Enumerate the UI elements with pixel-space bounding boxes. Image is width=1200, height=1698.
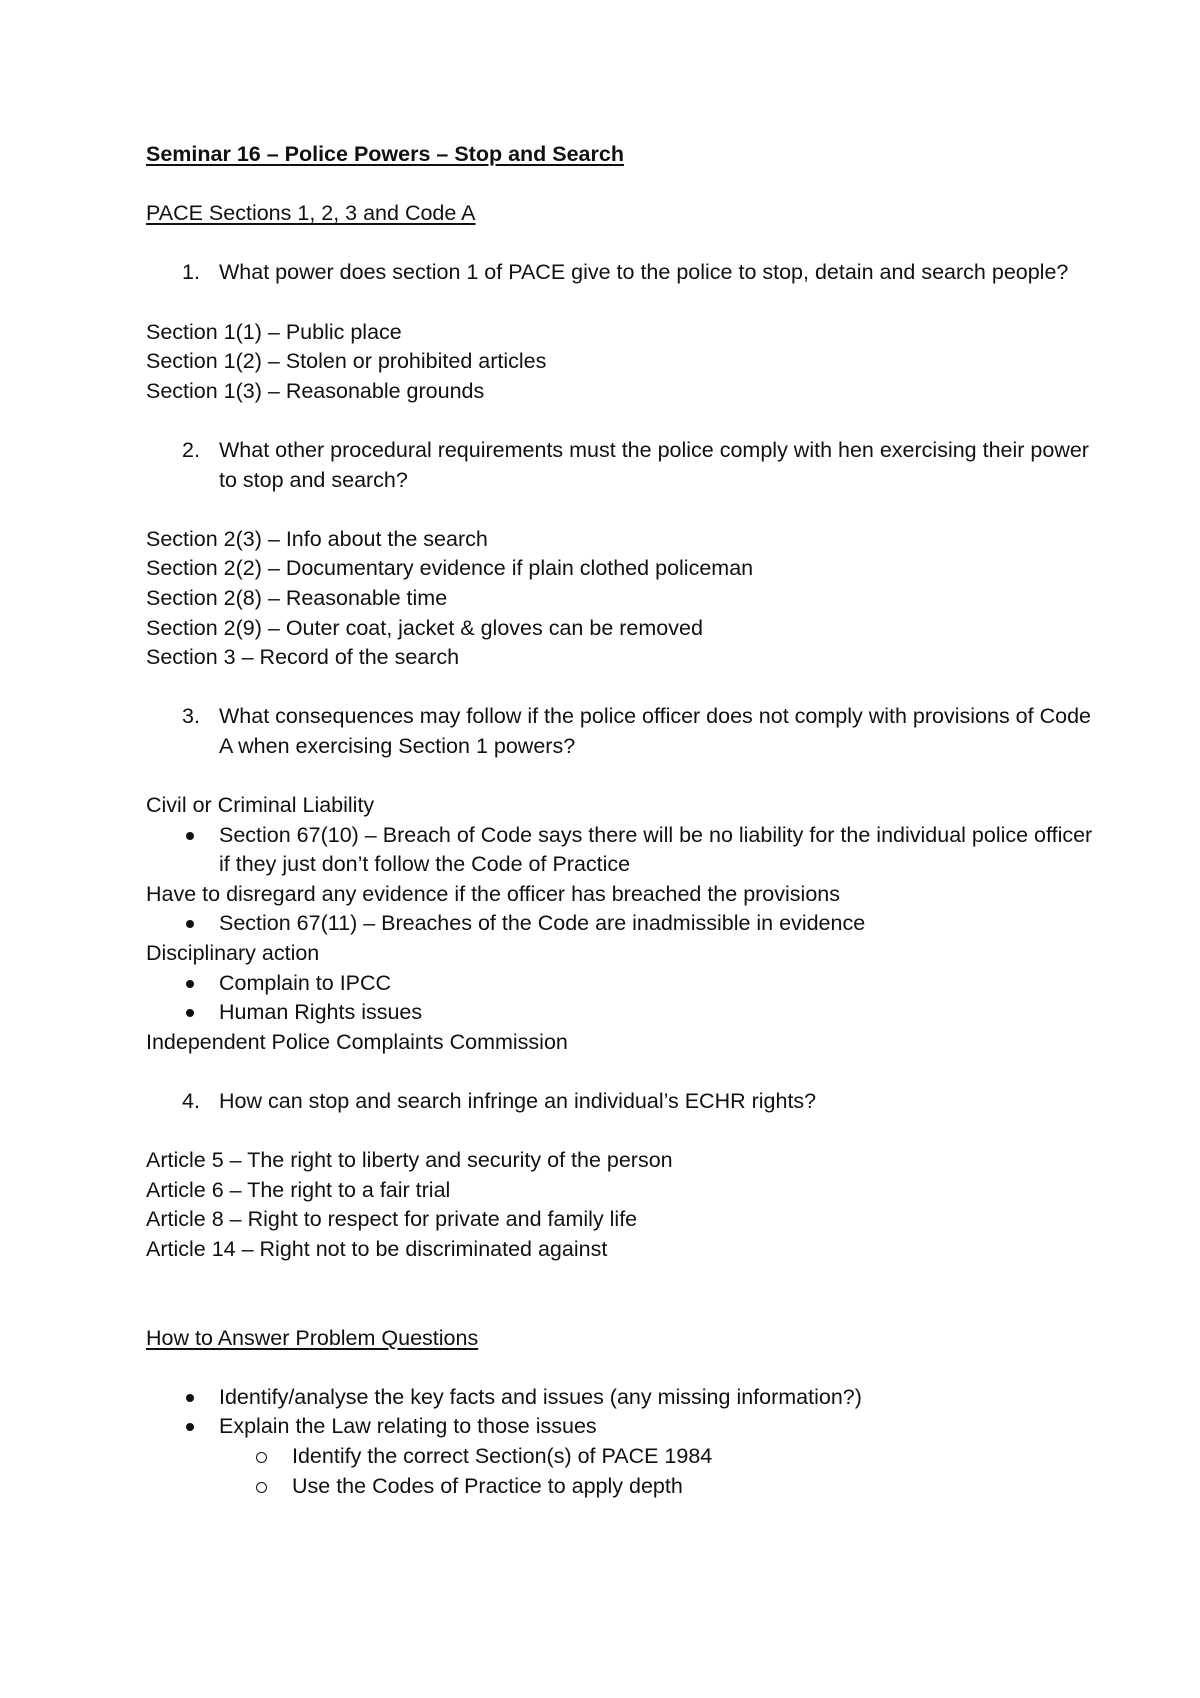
bullet-text: Section 67(10) – Breach of Code says there will be no liability for the individual police officer if they just don’t follow the Code of Practice <box>219 822 1093 877</box>
answer-heading: Civil or Criminal Liability <box>146 793 375 818</box>
question-text: What other procedural requirements must the police comply with hen exercising their power to stop and search? <box>219 437 1089 492</box>
sub-bullet-text: Identify the correct Section(s) of PACE 1984 <box>292 1443 713 1468</box>
answer-footer: Independent Police Complaints Commission <box>146 1029 568 1054</box>
bullet-text: Explain the Law relating to those issues <box>219 1414 597 1439</box>
answer-line: Section 2(2) – Documentary evidence if plain clothed policeman <box>146 556 754 581</box>
spacer <box>146 1117 1106 1147</box>
question-1 <box>146 258 1106 288</box>
spacer <box>146 406 1106 436</box>
question-number: 3. <box>182 704 200 729</box>
bullet-item <box>146 998 1106 1028</box>
circle-bullet-icon <box>256 1482 267 1493</box>
bullet-icon <box>186 1394 194 1402</box>
spacer <box>146 1265 1106 1324</box>
spacer <box>146 229 1106 259</box>
question-4 <box>146 1087 1106 1117</box>
sub-bullet-text: Use the Codes of Practice to apply depth <box>292 1473 683 1498</box>
spacer <box>146 170 1106 200</box>
answer-line: Section 1(1) – Public place <box>146 319 402 344</box>
answer-line: Section 3 – Record of the search <box>146 645 460 670</box>
question-number: 1. <box>182 260 200 285</box>
bullet-icon <box>186 920 194 928</box>
bullet-item <box>146 969 1106 999</box>
answer-line: Section 2(9) – Outer coat, jacket & gloves can be removed <box>146 615 703 640</box>
bullet-text: Identify/analyse the key facts and issues (any missing information?) <box>219 1384 862 1409</box>
spacer <box>146 673 1106 703</box>
question-text: How can stop and search infringe an individual’s ECHR rights? <box>219 1089 817 1113</box>
question-text: What consequences may follow if the police officer does not comply with provisions of Code A when exercising Section 1 powers? <box>219 704 1091 758</box>
answer-line: Article 6 – The right to a fair trial <box>146 1177 451 1202</box>
question-text: What power does section 1 of PACE give to the police to stop, detain and search people? <box>219 260 1069 285</box>
answer-line: Section 1(2) – Stolen or prohibited articles <box>146 349 547 374</box>
document-page <box>146 140 1106 1501</box>
bullet-text: Human Rights issues <box>219 1000 423 1025</box>
bullet-icon <box>186 980 194 988</box>
question-number: 4. <box>182 1089 200 1113</box>
answer-line: Article 5 – The right to liberty and security of the person <box>146 1148 673 1173</box>
document-title: Seminar 16 – Police Powers – Stop and Search <box>146 142 624 166</box>
bullet-text: Section 67(11) – Breaches of the Code are inadmissible in evidence <box>219 911 866 936</box>
answer-line: Section 1(3) – Reasonable grounds <box>146 378 485 403</box>
question-number: 2. <box>182 437 200 462</box>
bullet-icon <box>186 1423 194 1431</box>
bullet-item <box>146 909 1106 939</box>
answer-line: Section 2(3) – Info about the search <box>146 526 488 551</box>
bullet-icon <box>186 832 194 840</box>
answer-heading: Have to disregard any evidence if the officer has breached the provisions <box>146 881 840 906</box>
bullet-icon <box>186 1009 194 1017</box>
bullet-item <box>146 1412 1106 1442</box>
spacer <box>146 288 1106 318</box>
bullet-text: Complain to IPCC <box>219 970 392 995</box>
answer-heading: Disciplinary action <box>146 941 320 966</box>
answer-line: Article 8 – Right to respect for private and family life <box>146 1207 638 1232</box>
circle-bullet-icon <box>256 1452 267 1463</box>
bullet-item <box>146 1383 1106 1413</box>
spacer <box>146 761 1106 791</box>
answer-line: Article 14 – Right not to be discriminated against <box>146 1236 608 1261</box>
spacer <box>146 1353 1106 1383</box>
section-subtitle: PACE Sections 1, 2, 3 and Code A <box>146 201 476 226</box>
question-2 <box>146 436 1106 495</box>
answer-line: Section 2(8) – Reasonable time <box>146 585 448 610</box>
sub-bullet-item <box>146 1442 1106 1472</box>
howto-heading: How to Answer Problem Questions <box>146 1325 479 1350</box>
question-3 <box>146 702 1106 761</box>
spacer <box>146 495 1106 525</box>
bullet-item <box>146 821 1106 880</box>
spacer <box>146 1057 1106 1087</box>
sub-bullet-item <box>146 1472 1106 1502</box>
